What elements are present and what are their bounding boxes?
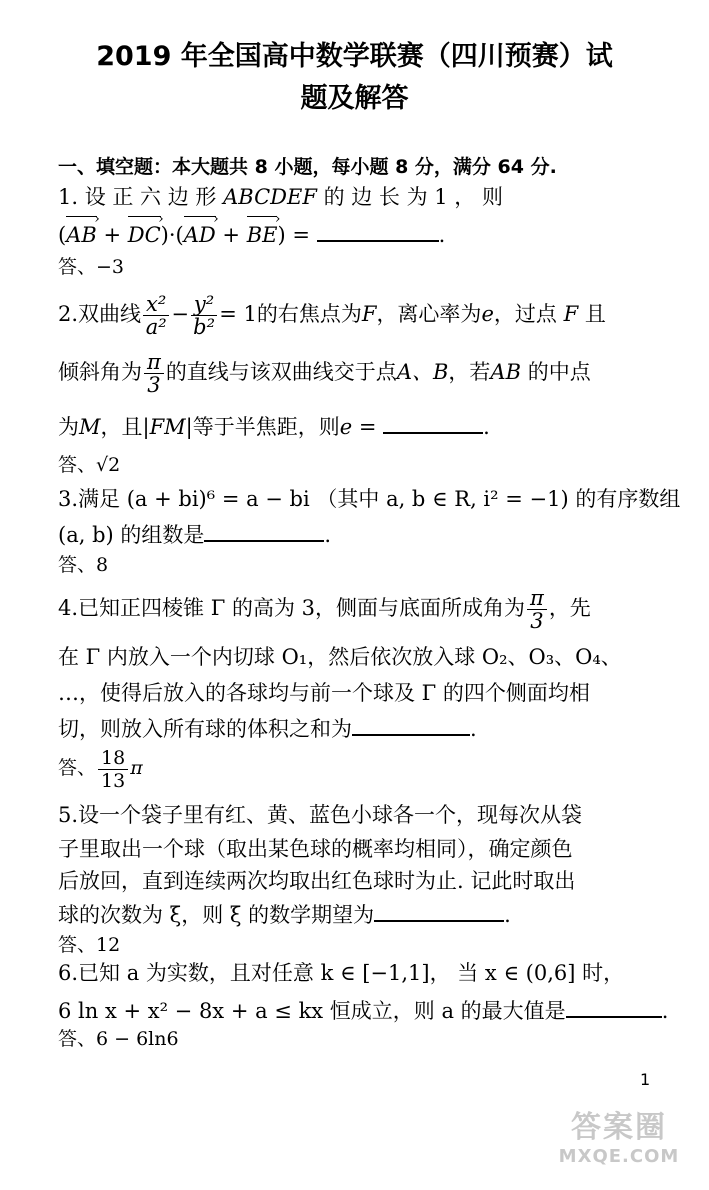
q6-line-2: 6 ln x + x² − 8x + a ≤ kx 恒成立，则 a 的最大值是 . bbox=[58, 994, 658, 1026]
q2-line-1: 2.双曲线 $\frac{\text{x²}}{\text{a²}}$ − $\frac{\text{y²}}{\text{b²}}$ = 1的右焦点为F，离心率为e，过点 F 且 bbox=[58, 292, 606, 339]
answer-blank bbox=[566, 994, 662, 1018]
q1-line-2: (AB › + DC ›)·(AD › + BE ›) = . bbox=[58, 218, 658, 250]
q1-line-1: 1. 设 正 六 边 形 ABCDEF 的 边 长 为 1 ， 则 bbox=[58, 185, 503, 209]
answer-blank bbox=[317, 218, 439, 242]
watermark-logo: 答案圈 MXQE.COM bbox=[558, 1110, 680, 1167]
q5-line-1: 5.设一个袋子里有红、黄、蓝色小球各一个，现每次从袋 bbox=[58, 803, 583, 827]
q4-answer: 答、 $\frac{18}{13}$ π bbox=[58, 746, 143, 792]
q4-line-3: …，使得后放入的各球均与前一个球及 Γ 的四个侧面均相 bbox=[58, 681, 590, 705]
q6-answer: 答、6 − 6ln6 bbox=[58, 1028, 179, 1050]
answer-blank bbox=[374, 898, 504, 922]
vector-be: BE › bbox=[247, 220, 278, 250]
vector-ab: AB › bbox=[66, 220, 97, 250]
q5-answer: 答、12 bbox=[58, 934, 121, 956]
q5-line-4: 球的次数为 ξ，则 ξ 的数学期望为 . bbox=[58, 898, 658, 930]
document-title-line-1: 2019 年全国高中数学联赛（四川预赛）试 bbox=[96, 41, 613, 72]
q4-line-2: 在 Γ 内放入一个内切球 O₁，然后依次放入球 O₂、O₃、O₄、 bbox=[58, 645, 622, 669]
answer-blank bbox=[352, 712, 470, 736]
q2-line-3: 为M，且|FM|等于半焦距，则e = . bbox=[58, 410, 658, 442]
q3-line-2: (a, b) 的组数是 . bbox=[58, 518, 658, 550]
section-heading: 一、填空题：本大题共 8 小题，每小题 8 分，满分 64 分. bbox=[58, 156, 557, 178]
q2-line-2: 倾斜角为 $\frac{\pi}{3}$ 的直线与该双曲线交于点A、B，若AB 的中点 bbox=[58, 350, 591, 397]
q5-line-2: 子里取出一个球（取出某色球的概率均相同），确定颜色 bbox=[58, 837, 573, 861]
vector-dc: DC › bbox=[128, 220, 161, 250]
q1-answer: 答、−3 bbox=[58, 256, 125, 278]
q4-line-4: 切，则放入所有球的体积之和为 . bbox=[58, 712, 658, 744]
answer-blank bbox=[204, 518, 324, 542]
q4-line-1: 4.已知正四棱锥 Γ 的高为 3，侧面与底面所成角为 $\frac{\pi}{3}$ ，先 bbox=[58, 586, 591, 633]
page-number: 1 bbox=[640, 1070, 651, 1089]
q6-line-1: 6.已知 a 为实数，且对任意 k ∈ [−1,1]， 当 x ∈ (0,6] 时， bbox=[58, 961, 625, 985]
q2-answer: 答、√2 bbox=[58, 454, 121, 476]
q3-line-1: 3.满足 (a + bi)⁶ = a − bi （其中 a, b ∈ R, i² = −1) 的有序数组 bbox=[58, 487, 681, 511]
vector-ad: AD › bbox=[184, 220, 216, 250]
document-title-line-2: 题及解答 bbox=[300, 83, 409, 114]
q5-line-3: 后放回，直到连续两次均取出红色球时为止. 记此时取出 bbox=[58, 869, 576, 893]
q3-answer: 答、8 bbox=[58, 554, 109, 576]
answer-blank bbox=[383, 410, 483, 434]
